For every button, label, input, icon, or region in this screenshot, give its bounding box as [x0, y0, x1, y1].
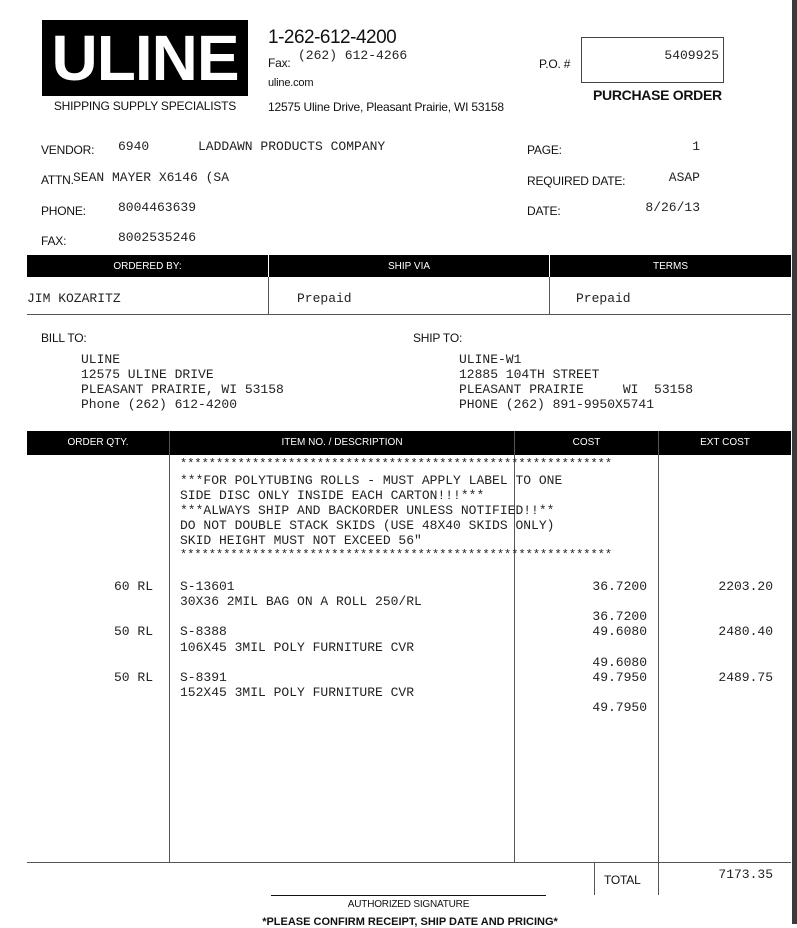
date-label: DATE: [527, 204, 561, 218]
divider [594, 862, 595, 895]
order-header-bar [27, 255, 791, 277]
bill-to-line: Phone (262) 612-4200 [81, 397, 238, 412]
vendor-name: LADDAWN PRODUCTS COMPANY [198, 139, 386, 154]
item-number: S-8391 [180, 670, 227, 685]
cost-header: COST [572, 437, 601, 448]
item-qty: 50 RL [113, 670, 153, 685]
item-number: S-13601 [180, 579, 235, 594]
divider [27, 314, 791, 315]
purchase-order-title: PURCHASE ORDER [593, 87, 722, 103]
item-ext-cost: 2203.20 [718, 579, 773, 594]
note-line: ************************************************************ [180, 457, 613, 471]
item-qty: 60 RL [113, 579, 153, 594]
ship-via-value: Prepaid [297, 291, 352, 306]
item-qty: 50 RL [113, 624, 153, 639]
items-header-bar [27, 431, 791, 455]
company-website: uline.com [268, 77, 314, 89]
po-box [581, 37, 724, 83]
phone-value: 8004463639 [118, 200, 197, 215]
terms-header: TERMS [653, 261, 688, 272]
note-line: ***FOR POLYTUBING ROLLS - MUST APPLY LABEL TO ONE [180, 473, 563, 488]
item-description: 152X45 3MIL POLY FURNITURE CVR [180, 685, 415, 700]
total-label: TOTAL [604, 873, 641, 887]
vendor-id: 6940 [118, 139, 150, 154]
ordered-by-header: ORDERED BY: [113, 261, 182, 272]
date-value: 8/26/13 [645, 200, 700, 215]
po-label: P.O. # [539, 57, 571, 71]
logo-tagline: SHIPPING SUPPLY SPECIALISTS [53, 99, 237, 113]
item-description: 30X36 2MIL BAG ON A ROLL 250/RL [180, 594, 422, 609]
item-cost-secondary: 36.7200 [592, 609, 647, 624]
page-label: PAGE: [527, 143, 562, 157]
ext-header: EXT COST [700, 437, 750, 448]
divider [514, 431, 515, 863]
note-line: SKID HEIGHT MUST NOT EXCEED 56" [180, 533, 422, 548]
bill-to-line: 12575 ULINE DRIVE [81, 367, 214, 382]
item-number: S-8388 [180, 624, 227, 639]
item-cost: 49.7950 [592, 670, 647, 685]
desc-header: ITEM NO. / DESCRIPTION [281, 437, 403, 448]
company-fax-label: Fax: [268, 56, 291, 70]
divider [27, 862, 791, 863]
item-ext-cost: 2489.75 [718, 670, 773, 685]
phone-label: PHONE: [41, 204, 86, 218]
bill-to-label: BILL TO: [41, 331, 87, 345]
divider [658, 862, 659, 895]
divider [549, 255, 550, 277]
confirm-note: *PLEASE CONFIRM RECEIPT, SHIP DATE AND PRICING* [262, 916, 558, 928]
authorized-signature-label: AUTHORIZED SIGNATURE [347, 899, 470, 910]
bill-to-line: PLEASANT PRAIRIE, WI 53158 [81, 382, 284, 397]
attn-label: ATTN. [41, 173, 74, 187]
company-address: 12575 Uline Drive, Pleasant Prairie, WI 53158 [268, 100, 504, 114]
page-value: 1 [692, 139, 700, 154]
divider [658, 431, 659, 863]
fax-label: FAX: [41, 234, 67, 248]
signature-line [271, 895, 546, 896]
ordered-by-value: JIM KOZARITZ [27, 291, 121, 306]
item-cost: 36.7200 [592, 579, 647, 594]
qty-header: ORDER QTY. [67, 437, 129, 448]
note-line: SIDE DISC ONLY INSIDE EACH CARTON!!!*** [180, 488, 485, 503]
item-cost: 49.6080 [592, 624, 647, 639]
ship-to-line: ULINE-W1 [459, 352, 522, 367]
page-edge [792, 0, 797, 924]
note-line: DO NOT DOUBLE STACK SKIDS (USE 48X40 SKIDS ONLY) [180, 518, 555, 533]
po-number: 5409925 [664, 48, 719, 63]
divider [549, 277, 550, 314]
vendor-label: VENDOR: [41, 143, 95, 157]
attn-value: SEAN MAYER X6146 (SA [73, 170, 230, 185]
required-date-label: REQUIRED DATE: [527, 174, 626, 188]
ship-to-line: PLEASANT PRAIRIE WI 53158 [459, 382, 694, 397]
terms-value: Prepaid [576, 291, 631, 306]
total-value: 7173.35 [718, 867, 773, 882]
company-fax: (262) 612-4266 [298, 48, 408, 63]
divider [268, 277, 269, 314]
item-cost-secondary: 49.7950 [592, 700, 647, 715]
uline-logo [42, 20, 248, 96]
company-phone: 1-262-612-4200 [268, 27, 397, 48]
item-description: 106X45 3MIL POLY FURNITURE CVR [180, 640, 415, 655]
ship-to-line: 12885 104TH STREET [459, 367, 600, 382]
ship-to-label: SHIP TO: [413, 331, 463, 345]
note-line: ***ALWAYS SHIP AND BACKORDER UNLESS NOTIFIED!!** [180, 503, 555, 518]
bill-to-line: ULINE [81, 352, 121, 367]
divider [169, 431, 170, 863]
fax-value: 8002535246 [118, 230, 197, 245]
logo-text: ULINE [51, 22, 239, 94]
item-cost-secondary: 49.6080 [592, 655, 647, 670]
item-ext-cost: 2480.40 [718, 624, 773, 639]
ship-via-header: SHIP VIA [387, 261, 431, 272]
required-date-value: ASAP [668, 170, 700, 185]
ship-to-line: PHONE (262) 891-9950X5741 [459, 397, 655, 412]
note-line: ************************************************************ [180, 548, 613, 562]
